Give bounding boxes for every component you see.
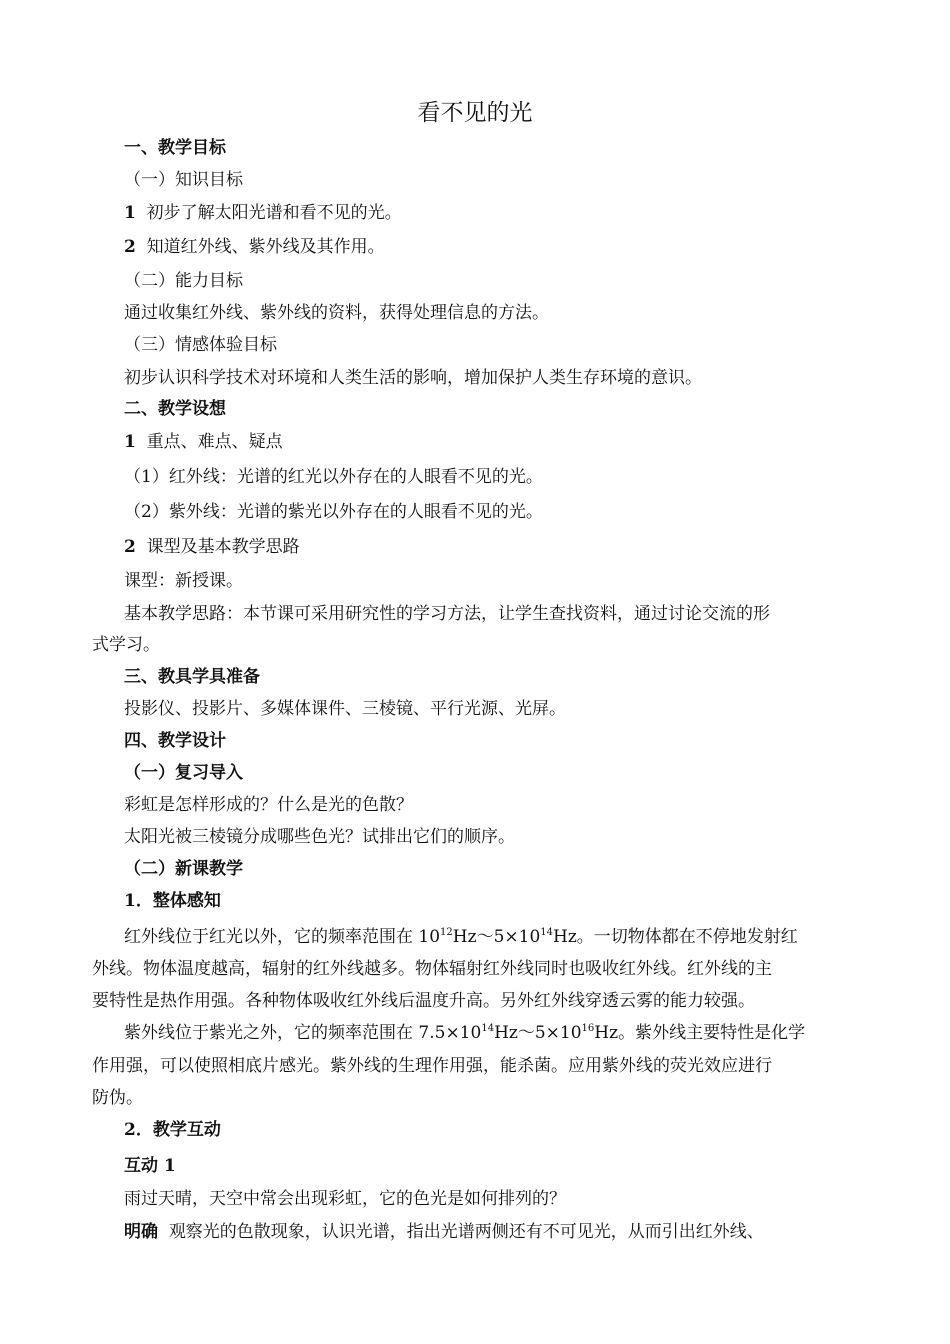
item-number: 1 xyxy=(124,203,136,223)
clarify-text: 观察光的色散现象，认识光谱，指出光谱两侧还有不可见光，从而引出红外线、 xyxy=(168,1222,764,1242)
review-question-2: 太阳光被三棱镜分成哪些色光？试排出它们的顺序。 xyxy=(124,827,515,847)
subheading-new-lesson: （二）新课教学 xyxy=(124,859,243,879)
item-number: 1 xyxy=(124,432,136,452)
exponent: 14 xyxy=(540,927,553,938)
section-heading-design-idea: 二、教学设想 xyxy=(124,399,226,419)
key-point-ultraviolet: （2）紫外线：光谱的紫光以外存在的人眼看不见的光。 xyxy=(124,502,543,522)
clarification-line xyxy=(124,1220,764,1244)
subheading-review: （一）复习导入 xyxy=(124,763,243,783)
infrared-paragraph-line-2: 外线。物体温度越高，辐射的红外线越多。物体辐射红外线同时也吸收红外线。红外线的主 xyxy=(92,959,772,979)
item-text: 知道红外线、紫外线及其作用。 xyxy=(146,237,385,257)
infrared-paragraph-line-1: 红外线位于红光以外，它的频率范围在 $10^{12}Hz\sim 5\times 10^{14}Hz$。一切物体都在不停地发射红 xyxy=(124,927,798,947)
knowledge-item-2 xyxy=(124,235,385,259)
section-heading-materials: 三、教具学具准备 xyxy=(124,667,260,687)
interaction-1-label: 互动 1 xyxy=(124,1156,176,1176)
subheading-interaction: 2．教学互动 xyxy=(124,1120,221,1140)
lesson-type: 课型：新授课。 xyxy=(124,571,243,591)
idea-item-1 xyxy=(124,430,283,454)
ultraviolet-paragraph-line-2: 作用强，可以使照相底片感光。紫外线的生理作用强，能杀菌。应用紫外线的荧光效应进行 xyxy=(92,1056,772,1076)
clarify-label: 明确 xyxy=(124,1222,158,1242)
teaching-approach-line-2: 式学习。 xyxy=(92,635,160,655)
subheading-overview: 1．整体感知 xyxy=(124,891,221,911)
item-number: 2 xyxy=(124,237,136,257)
page-title: 看不见的光 xyxy=(417,100,533,126)
interaction-1-question: 雨过天晴，天空中常会出现彩虹，它的色光是如何排列的？ xyxy=(124,1189,566,1209)
review-question-1: 彩虹是怎样形成的？什么是光的色散？ xyxy=(124,795,413,815)
materials-list: 投影仪、投影片、多媒体课件、三棱镜、平行光源、光屏。 xyxy=(124,699,566,719)
subheading-emotion: （三）情感体验目标 xyxy=(124,335,277,355)
item-text: 课型及基本教学思路 xyxy=(146,537,300,557)
exponent: 12 xyxy=(440,927,453,938)
section-heading-goals: 一、教学目标 xyxy=(124,138,226,158)
teaching-approach-line-1: 基本教学思路：本节课可采用研究性的学习方法，让学生查找资料，通过讨论交流的形 xyxy=(124,604,770,624)
ability-text: 通过收集红外线、紫外线的资料，获得处理信息的方法。 xyxy=(124,303,549,323)
ultraviolet-paragraph-line-1: 紫外线位于紫光之外，它的频率范围在 $7.5\times 10^{14}Hz\sim 5\times 10^{16}Hz$。紫外线主要特性是化学 xyxy=(124,1023,806,1043)
item-text: 重点、难点、疑点 xyxy=(146,432,283,452)
subheading-ability: （二）能力目标 xyxy=(124,271,243,291)
ultraviolet-paragraph-line-3: 防伪。 xyxy=(92,1088,143,1108)
infrared-paragraph-line-3: 要特性是热作用强。各种物体吸收红外线后温度升高。另外红外线穿透云雾的能力较强。 xyxy=(92,991,755,1011)
exponent: 14 xyxy=(481,1023,495,1034)
knowledge-item-1 xyxy=(124,201,402,225)
key-point-infrared: （1）红外线：光谱的红光以外存在的人眼看不见的光。 xyxy=(124,467,543,487)
exponent: 16 xyxy=(581,1023,595,1034)
subheading-knowledge: （一）知识目标 xyxy=(124,170,243,190)
idea-item-2 xyxy=(124,535,300,559)
section-heading-teaching-design: 四、教学设计 xyxy=(124,731,226,751)
item-number: 2 xyxy=(124,537,136,557)
item-text: 初步了解太阳光谱和看不见的光。 xyxy=(146,203,402,223)
emotion-text: 初步认识科学技术对环境和人类生活的影响，增加保护人类生存环境的意识。 xyxy=(124,368,702,388)
